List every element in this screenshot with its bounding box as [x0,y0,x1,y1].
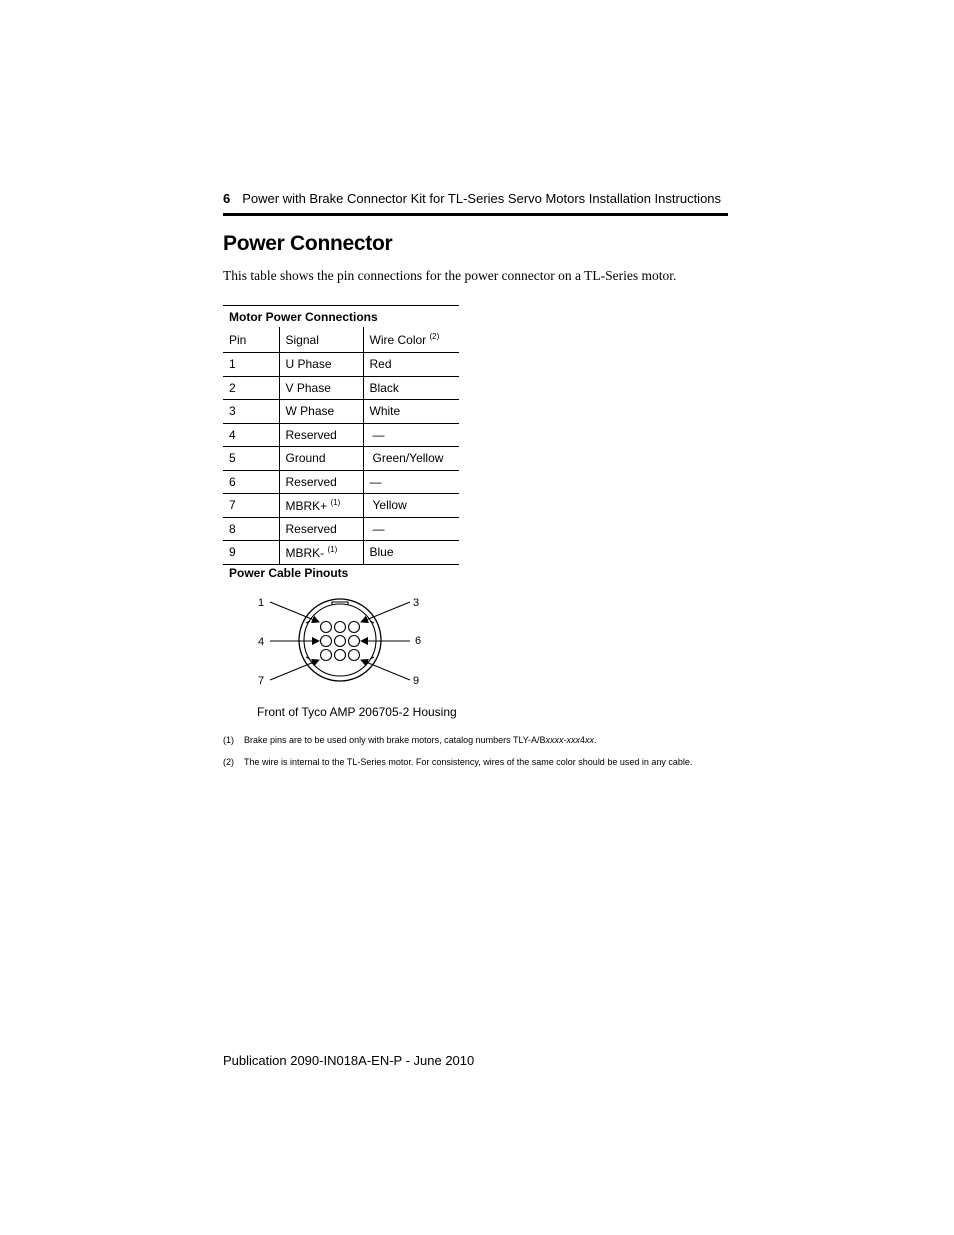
table-title-row [223,306,459,328]
pin-label-3: 3 [413,597,420,609]
pin-label-7: 7 [258,675,265,687]
pin-4 [321,636,332,647]
table-row: 8 Reserved — [223,517,459,541]
table-title: Motor Power Connections [223,306,459,328]
connector-pinout-diagram [240,588,440,693]
pin-label-6: 6 [415,635,422,647]
table-row: 2 V Phase Black [223,376,459,400]
col-header-signal: Signal [279,327,363,353]
page-number: 6 [223,191,231,206]
pin-label-9: 9 [413,675,420,687]
table-row: 3 W Phase White [223,400,459,424]
page-header [223,191,728,206]
table-row: 7 MBRK+ $^{(1)}$ Yellow [223,494,459,518]
pin-grid [321,622,360,661]
motor-power-connections-table [223,305,459,565]
publication-footer: Publication 2090-IN018A-EN-P - June 2010 [223,1053,475,1068]
col-header-wire-color: Wire Color $^{(2)}$ [363,327,459,353]
pin-6 [349,636,360,647]
pin-label-1: 1 [258,597,265,609]
footnote-2: (2) The wire is internal to the TL-Series motor. For consistency, wires of the same color should be used in any cable. [223,757,693,767]
footnote-ref: (1) [327,544,338,554]
pin-5 [335,636,346,647]
pinouts-title: Power Cable Pinouts [229,566,349,580]
pin-1 [321,622,332,633]
pin-label-4: 4 [258,636,265,648]
header-rule [223,213,728,216]
pin-8 [335,650,346,661]
leader-pin-1 [270,602,319,622]
col-header-pin: Pin [223,327,279,353]
pin-3 [349,622,360,633]
footnote-ref: (1) [330,497,341,507]
section-title: Power Connector [223,232,393,255]
table-row: 6 Reserved — [223,470,459,494]
table-row: 5 Ground Green/Yellow [223,447,459,471]
table-header-row [223,327,459,353]
document-title: Power with Brake Connector Kit for TL-Series Servo Motors Installation Instructions [242,191,722,206]
footnote-ref: (2) [429,332,440,341]
pin-7 [321,650,332,661]
diagram-caption: Front of Tyco AMP 206705-2 Housing [257,705,457,719]
leader-pin-3 [361,602,410,622]
table-row: 4 Reserved — [223,423,459,447]
pin-2 [335,622,346,633]
table-row: 9 MBRK- $^{(1)}$ Blue [223,541,459,565]
table-row: 1 U Phase Red [223,353,459,377]
intro-text: This table shows the pin connections for the power connector on a TL-Series motor. [223,268,677,283]
pin-9 [349,650,360,661]
footnote-1: (1) Brake pins are to be used only with brake motors, catalog numbers TLY-A/Bxxxx-xxx4xx. [223,735,597,745]
